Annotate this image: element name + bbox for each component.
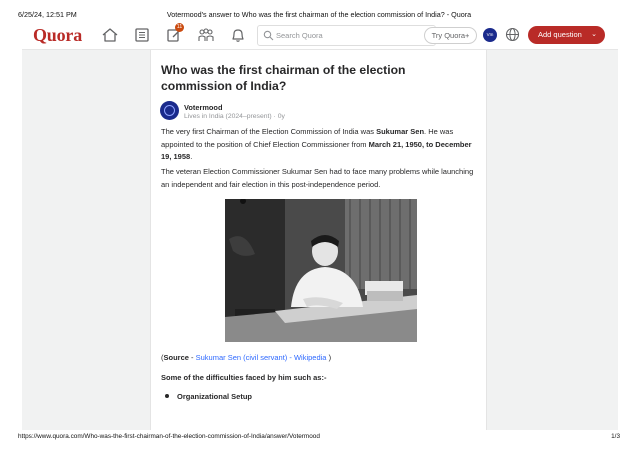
wikipedia-source-link[interactable]: Sukumar Sen (civil servant) - Wikipedia [195, 353, 327, 362]
chevron-down-icon[interactable]: ⌄ [591, 31, 597, 38]
print-header [0, 0, 638, 20]
search-input[interactable] [276, 28, 431, 43]
print-date: 6/25/24, 12:51 PM [18, 10, 77, 19]
date-highlight: March 21, 1950, to December 19, 1958 [161, 139, 472, 161]
add-question-label: Add question [538, 30, 582, 39]
author-credential: Lives in India (2024–present) · 0y [184, 113, 285, 120]
print-page-number: 1/3 [611, 433, 620, 440]
language-globe-icon[interactable] [505, 27, 520, 42]
try-quora-plus-button[interactable]: Try Quora+ [424, 27, 477, 44]
difficulties-heading: Some of the difficulties faced by him such as:- [161, 373, 327, 382]
top-navigation-bar [22, 20, 618, 50]
search-box[interactable] [257, 25, 436, 46]
home-icon[interactable] [101, 27, 119, 43]
name-highlight: Sukumar Sen [376, 127, 425, 136]
answer-photo[interactable] [225, 199, 417, 342]
source-line: (Source - Sukumar Sen (civil servant) - Wikipedia ) [161, 353, 332, 362]
profile-avatar[interactable]: Vm [483, 28, 497, 42]
print-url: https://www.quora.com/Who-was-the-first-chairman-of-the-election-commission-of-India/answer/Votermood [18, 433, 320, 440]
search-icon [263, 30, 274, 41]
answer-paragraph-1: The very first Chairman of the Election Commission of India was Sukumar Sen. He was appointed to the position of Chief Election Commissioner from March 21, 1950, to December 19, 1958. [161, 127, 472, 161]
author-avatar[interactable] [160, 101, 179, 120]
answer-paragraph-2: The veteran Election Commissioner Sukumar Sen had to face many problems while launching an independent and fair election in this post-independence period. [161, 167, 474, 189]
spaces-icon[interactable] [197, 27, 215, 43]
notifications-icon[interactable] [229, 27, 247, 43]
question-title[interactable]: Who was the first chairman of the election commission of India? [161, 63, 406, 93]
bullet-dot-icon [165, 394, 169, 398]
print-footer [0, 430, 638, 451]
list-item: Organizational Setup [165, 392, 252, 401]
quora-logo[interactable]: Quora [33, 25, 83, 45]
following-icon[interactable] [133, 27, 151, 43]
author-name[interactable]: Votermood [184, 103, 223, 112]
print-page-title: Votermood's answer to Who was the first chairman of the election commission of India? - Quora [166, 10, 472, 19]
answer-notification-badge: 11 [176, 24, 183, 30]
add-question-button[interactable] [528, 26, 605, 44]
answer-card [150, 50, 487, 430]
